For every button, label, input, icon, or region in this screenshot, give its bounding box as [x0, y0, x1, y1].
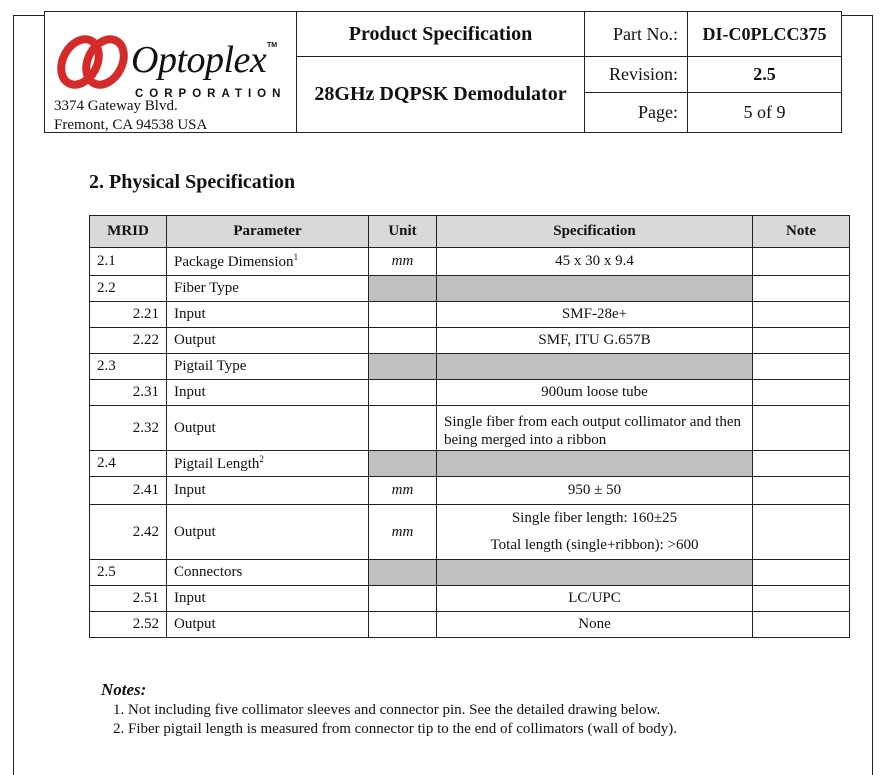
document-header — [44, 11, 842, 133]
note-item: 2. Fiber pigtail length is measured from connector tip to the end of collimators (wall of body). — [128, 720, 677, 739]
address-line-2: Fremont, CA 94538 USA — [54, 117, 208, 133]
spec-cell: LC/UPC — [437, 586, 753, 612]
spec-cell — [437, 560, 753, 586]
part-no-value: DI-C0PLCC375 — [688, 12, 841, 57]
company-address — [54, 97, 207, 135]
revision-value: 2.5 — [688, 57, 841, 93]
col-specification: Specification — [437, 216, 753, 248]
company-subtitle: CORPORATION — [135, 88, 287, 100]
note-cell — [753, 354, 850, 380]
parameter-cell: Input — [167, 380, 369, 406]
table-row — [90, 380, 850, 406]
parameter-cell: Input — [167, 302, 369, 328]
unit-cell — [369, 451, 437, 477]
note-cell — [753, 612, 850, 638]
table-header-row — [90, 216, 850, 248]
page-label: Page: — [585, 93, 688, 132]
mrid-cell: 2.52 — [90, 612, 167, 638]
trademark-symbol: TM — [267, 42, 278, 49]
spec-cell: Single fiber from each output collimator and then being merged into a ribbon — [437, 406, 753, 451]
notes-title: Notes: — [101, 680, 147, 699]
note-cell — [753, 248, 850, 276]
footnote-ref: 2 — [259, 454, 264, 464]
mrid-cell: 2.21 — [90, 302, 167, 328]
unit-cell — [369, 586, 437, 612]
mrid-cell: 2.31 — [90, 380, 167, 406]
parameter-cell: Pigtail Type — [167, 354, 369, 380]
spec-line-1: Single fiber length: 160±25 — [511, 510, 678, 526]
note-cell — [753, 586, 850, 612]
parameter-cell: Output — [167, 328, 369, 354]
mrid-cell: 2.4 — [90, 451, 167, 477]
page-frame-left — [13, 15, 14, 775]
page-value: 5 of 9 — [743, 102, 786, 122]
company-logo — [55, 28, 287, 100]
company-wordmark: Optoplex — [131, 39, 267, 81]
unit-cell — [369, 328, 437, 354]
mrid-cell: 2.32 — [90, 406, 167, 451]
note-cell — [753, 560, 850, 586]
spec-cell: 950 ± 50 — [437, 477, 753, 505]
footnote-ref: 1 — [293, 252, 299, 262]
table-row — [90, 248, 850, 276]
table-group-row — [90, 354, 850, 380]
note-cell — [753, 477, 850, 505]
parameter-cell: Input — [167, 477, 369, 505]
spec-cell: None — [437, 612, 753, 638]
note-cell — [753, 380, 850, 406]
mrid-cell: 2.2 — [90, 276, 167, 302]
unit-cell: mm — [369, 477, 437, 505]
col-parameter: Parameter — [167, 216, 369, 248]
spec-cell — [437, 505, 753, 560]
note-cell — [753, 276, 850, 302]
company-block — [45, 12, 297, 132]
col-mrid: MRID — [90, 216, 167, 248]
note-cell — [753, 406, 850, 451]
parameter-cell: Output — [167, 612, 369, 638]
notes-list — [101, 701, 677, 739]
mrid-cell: 2.42 — [90, 505, 167, 560]
page-frame-top — [13, 15, 45, 16]
parameter-cell: Fiber Type — [167, 276, 369, 302]
unit-cell — [369, 380, 437, 406]
spec-cell — [437, 276, 753, 302]
spec-cell: SMF-28e+ — [437, 302, 753, 328]
parameter-cell: Pigtail Length$^2$ — [167, 451, 369, 477]
unit-cell — [369, 612, 437, 638]
page-frame-top-right — [842, 15, 873, 16]
table-row — [90, 406, 850, 451]
parameter-cell: Connectors — [167, 560, 369, 586]
spec-cell — [437, 451, 753, 477]
note-cell — [753, 328, 850, 354]
spec-cell: 900um loose tube — [437, 380, 753, 406]
table-row — [90, 505, 850, 560]
unit-cell — [369, 276, 437, 302]
optoplex-rings-icon — [55, 34, 135, 90]
unit-cell: mm — [369, 505, 437, 560]
parameter-cell: Input — [167, 586, 369, 612]
spec-line-2: Total length (single+ribbon): >600 — [490, 537, 699, 553]
unit-cell — [369, 560, 437, 586]
page-frame-right — [872, 15, 873, 775]
physical-spec-table — [89, 215, 850, 638]
mrid-cell: 2.41 — [90, 477, 167, 505]
doc-type-title: Product Specification — [297, 12, 585, 57]
notes-section — [101, 680, 677, 739]
mrid-cell: 2.51 — [90, 586, 167, 612]
mrid-cell: 2.3 — [90, 354, 167, 380]
table-group-row — [90, 276, 850, 302]
note-cell — [753, 505, 850, 560]
col-note: Note — [753, 216, 850, 248]
note-item: 1. Not including five collimator sleeves and connector pin. See the detailed drawing below. — [128, 701, 677, 720]
unit-cell — [369, 302, 437, 328]
unit-cell — [369, 354, 437, 380]
spec-cell: SMF, ITU G.657B — [437, 328, 753, 354]
mrid-cell: 2.1 — [90, 248, 167, 276]
parameter-cell: Output — [167, 505, 369, 560]
col-unit: Unit — [369, 216, 437, 248]
table-group-row — [90, 560, 850, 586]
table-group-row — [90, 451, 850, 477]
parameter-cell: Output — [167, 406, 369, 451]
unit-cell: mm — [369, 248, 437, 276]
address-line-1: 3374 Gateway Blvd. — [54, 98, 178, 114]
mrid-cell: 2.22 — [90, 328, 167, 354]
revision-label: Revision: — [585, 57, 688, 93]
parameter-cell: Package Dimension$^1$ — [167, 248, 369, 276]
product-name: 28GHz DQPSK Demodulator — [297, 57, 585, 132]
note-cell — [753, 451, 850, 477]
note-cell — [753, 302, 850, 328]
section-title: 2. Physical Specification — [89, 171, 296, 193]
table-row — [90, 477, 850, 505]
part-no-label: Part No.: — [585, 12, 688, 57]
unit-cell — [369, 406, 437, 451]
spec-cell — [437, 354, 753, 380]
table-row — [90, 586, 850, 612]
table-row — [90, 612, 850, 638]
table-row — [90, 328, 850, 354]
spec-cell: 45 x 30 x 9.4 — [437, 248, 753, 276]
table-row — [90, 302, 850, 328]
mrid-cell: 2.5 — [90, 560, 167, 586]
